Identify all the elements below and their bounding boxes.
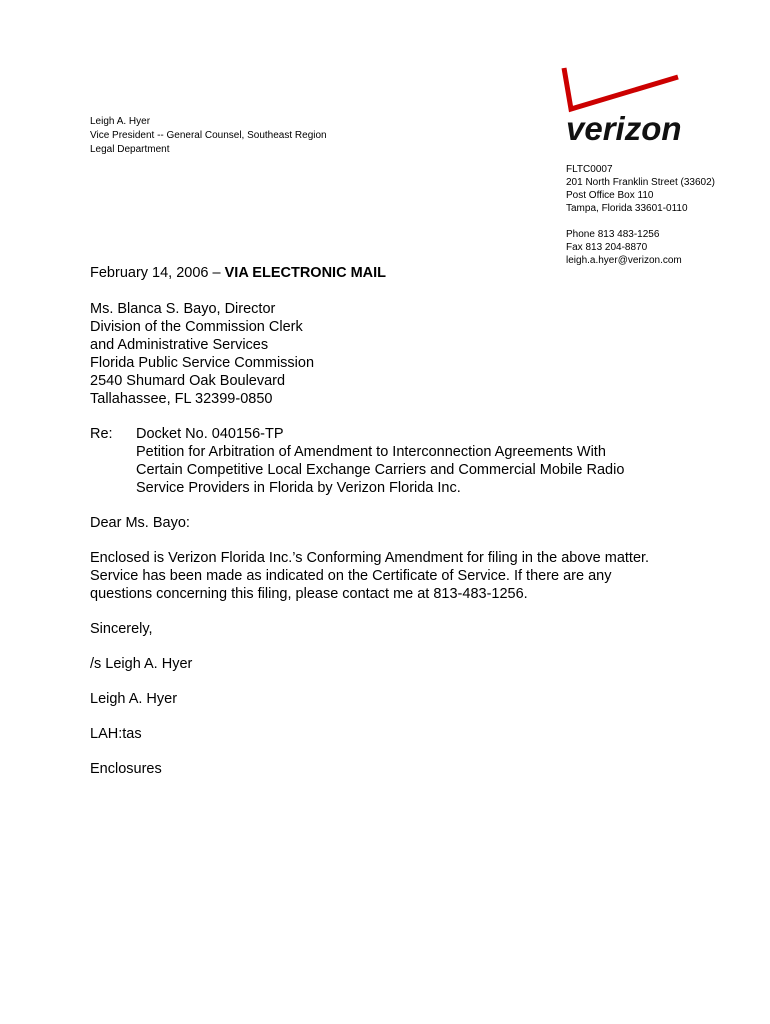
closing: Sincerely, [90,621,153,637]
recipient-line: and Administrative Services [90,337,269,353]
address-code: FLTC0007 [566,164,613,175]
address-block [566,163,715,267]
address-fax: Fax 813 204-8870 [566,242,648,253]
re-line: Certain Competitive Local Exchange Carriers and Commercial Mobile Radio [136,462,625,478]
sender-name: Leigh A. Hyer [90,116,151,127]
date-line [90,264,710,282]
body-line: questions concerning this filing, please contact me at 813-483-1256. [90,586,528,602]
recipient-block [90,300,710,408]
re-line: Docket No. 040156-TP [136,426,284,442]
recipient-line: Florida Public Service Commission [90,355,315,371]
re-block [90,425,710,497]
enclosures: Enclosures [90,761,162,777]
address-phone: Phone 813 483-1256 [566,229,660,240]
address-city: Tampa, Florida 33601-0110 [566,203,688,214]
address-email: leigh.a.hyer@verizon.com [566,255,682,266]
recipient-line: 2540 Shumard Oak Boulevard [90,373,286,389]
body-line: Enclosed is Verizon Florida Inc.’s Conforming Amendment for filing in the above matter. [90,550,650,566]
date-text: February 14, 2006 – [90,265,225,281]
address-po-box: Post Office Box 110 [566,190,654,201]
sender-block [90,115,327,157]
logo-wordmark: verizon [566,110,682,147]
verizon-logo [560,64,695,150]
body-line: Service has been made as indicated on the Certificate of Service. If there are any [90,568,612,584]
letter-body [90,264,710,778]
body-paragraph [90,549,710,603]
initials: LAH:tas [90,726,142,742]
sender-title: Vice President -- General Counsel, Southeast Region [90,130,327,141]
recipient-line: Ms. Blanca S. Bayo, Director [90,301,276,317]
salutation: Dear Ms. Bayo: [90,515,190,531]
signature: /s Leigh A. Hyer [90,656,193,672]
signer-name: Leigh A. Hyer [90,691,178,707]
recipient-line: Division of the Commission Clerk [90,319,303,335]
re-line: Petition for Arbitration of Amendment to Interconnection Agreements With [136,444,606,460]
recipient-line: Tallahassee, FL 32399-0850 [90,391,273,407]
re-line: Service Providers in Florida by Verizon Florida Inc. [136,480,461,496]
delivery-method: VIA ELECTRONIC MAIL [224,265,387,281]
address-street: 201 North Franklin Street (33602) [566,177,715,188]
re-label: Re: [90,426,113,442]
sender-department: Legal Department [90,144,170,155]
